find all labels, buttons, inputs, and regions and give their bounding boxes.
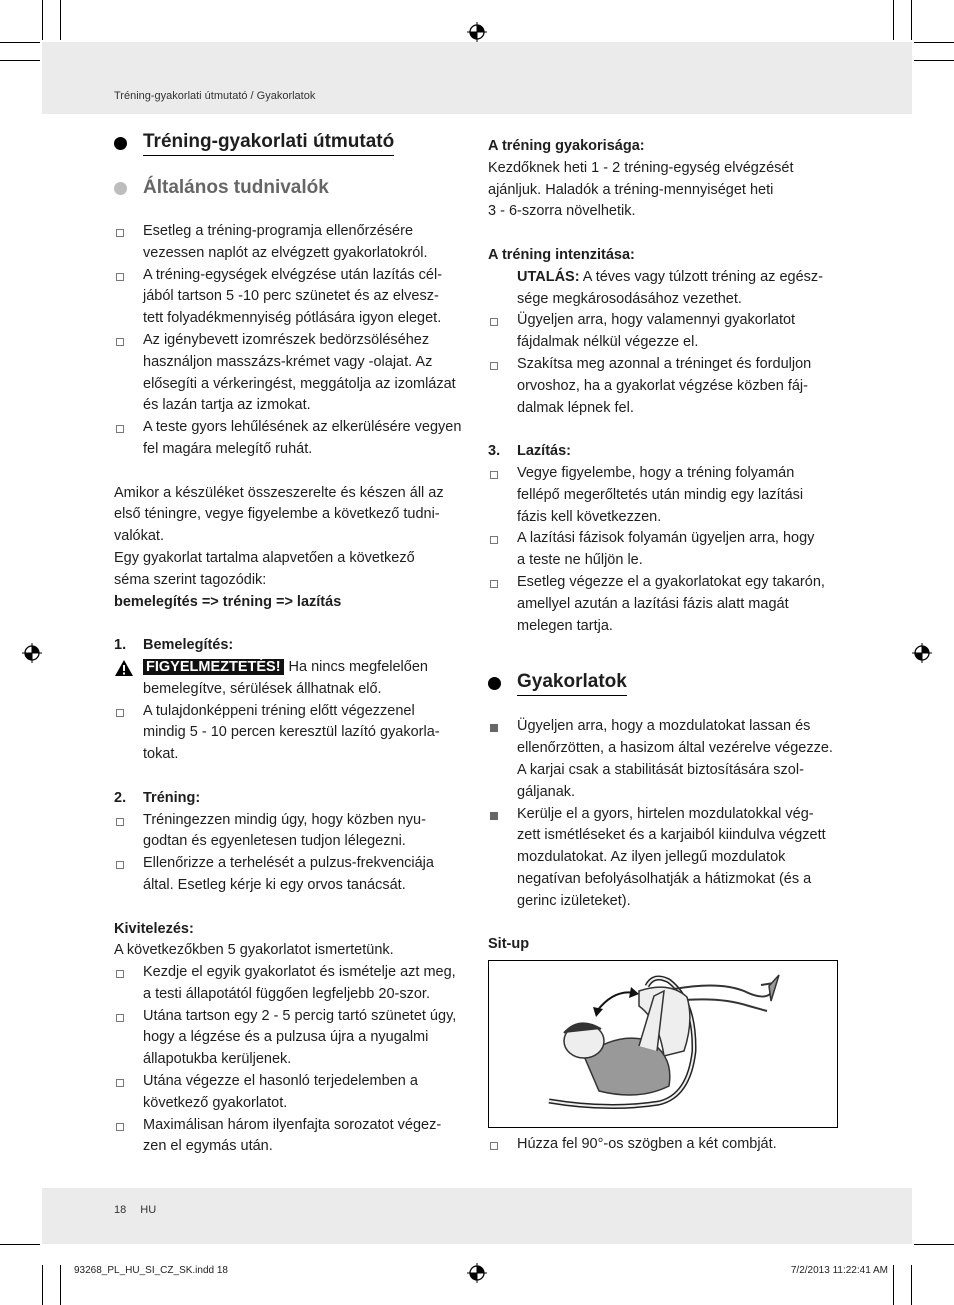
registration-mark-icon bbox=[467, 22, 487, 42]
heading-text: Gyakorlatok bbox=[517, 670, 627, 696]
language-code: HU bbox=[140, 1204, 157, 1216]
crop-mark bbox=[893, 0, 894, 40]
list-item: Kerülje el a gyors, hirtelen mozdulatokkal vég- zett ismétléseket és a karjaiból kiindulva végzett mozdulatokat. Az ilyen jellegű mozdulatok negatívan befolyásolhatják a hátizmokat (és a gerinc izületeket). bbox=[488, 804, 840, 913]
warning-row: FIGYELMEZTETÉS! Ha nincs megfelelően bbox=[114, 657, 466, 679]
situp-figure-icon bbox=[489, 961, 837, 1127]
subsection-heading: Kivitelezés: bbox=[114, 920, 194, 937]
subsection-heading: A tréning gyakorisága: bbox=[488, 138, 645, 154]
list-item: Húzza fel 90°-os szögben a két combját. bbox=[488, 1134, 840, 1156]
right-column bbox=[488, 136, 840, 1156]
paragraph: Egy gyakorlat tartalma alapvetően a következő séma szerint tagozódik: bbox=[114, 549, 415, 588]
crop-mark bbox=[911, 1265, 912, 1305]
crop-mark bbox=[914, 1244, 954, 1245]
registration-mark-icon bbox=[912, 643, 932, 663]
slug-filename: 93268_PL_HU_SI_CZ_SK.indd 18 bbox=[74, 1265, 228, 1276]
subsection-heading: 2. Tréning: bbox=[114, 789, 201, 806]
footer-band bbox=[42, 1188, 912, 1244]
list-item: Vegye figyelembe, hogy a tréning folyamán fellépő megerőltetés után mindig egy lazítási fázis kell következzen. bbox=[488, 463, 840, 528]
header-band bbox=[42, 42, 912, 114]
crop-mark bbox=[60, 1265, 61, 1305]
crop-mark bbox=[0, 1244, 40, 1245]
section-heading bbox=[114, 130, 466, 156]
list-item: Az igénybevett izomrészek bedörzsöléséhez használjon masszázs-krémet vagy -olajat. Az elősegíti a vérkeringést, meggátolja az izomlázat és lazán tartja az izmokat. bbox=[114, 330, 466, 417]
crop-mark bbox=[893, 1265, 894, 1305]
list-item: A tréning-egységek elvégzése után lazítás cél- jából tartson 5 -10 perc szünetet és az elvesz- tett folyadékmennyiség pótlására igyon eleget. bbox=[114, 265, 466, 330]
warning-triangle-icon bbox=[114, 659, 134, 677]
paragraph: Kezdőknek heti 1 - 2 tréning-egység elvégzését ajánljuk. Haladók a tréning-mennyiséget heti 3 - 6-szorra növelhetik. bbox=[488, 159, 794, 220]
list-item: Esetleg végezze el a gyakorlatokat egy takarón, amellyel azután a lazítási fázis alatt magát melegen tartja. bbox=[488, 572, 840, 637]
list-item: Kezdje el egyik gyakorlatot és ismételje azt meg, a testi állapotától függően legfeljebb 20-szor. bbox=[114, 962, 466, 1006]
list-item: Utána végezze el hasonló terjedelemben a következő gyakorlatot. bbox=[114, 1071, 466, 1115]
crop-mark bbox=[914, 42, 954, 43]
note: UTALÁS: A téves vagy túlzott tréning az egész- bbox=[517, 268, 823, 285]
breadcrumb: Tréning-gyakorlati útmutató / Gyakorlatok bbox=[114, 90, 316, 102]
list-item: Utána tartson egy 2 - 5 percig tartó szünetet úgy, hogy a légzése és a pulzusa újra a nyugalmi állapotukba kerüljenek. bbox=[114, 1006, 466, 1071]
section-heading bbox=[114, 176, 466, 200]
subsection-heading: A tréning intenzitása: bbox=[488, 246, 635, 263]
list-item: Ügyeljen arra, hogy valamennyi gyakorlatot fájdalmak nélkül végezze el. bbox=[488, 310, 840, 354]
page-footer bbox=[114, 1204, 170, 1216]
slug-date: 7/2/2013 11:22:41 AM bbox=[790, 1265, 888, 1276]
bullet-dot-icon bbox=[488, 677, 501, 690]
warning-label: FIGYELMEZTETÉS! bbox=[143, 659, 284, 675]
scheme-text: bemelegítés => tréning => lazítás bbox=[114, 593, 342, 610]
left-column bbox=[114, 130, 466, 1158]
bullet-dot-icon bbox=[114, 182, 127, 195]
section-heading bbox=[488, 670, 840, 696]
list-item: A lazítási fázisok folyamán ügyeljen arra, hogy a teste ne hűljön le. bbox=[488, 528, 840, 572]
page-number: 18 bbox=[114, 1204, 127, 1216]
paragraph: A következőkben 5 gyakorlatot ismertetünk. bbox=[114, 942, 394, 959]
bullet-dot-icon bbox=[114, 137, 127, 150]
list-item: A tulajdonképpeni tréning előtt végezzenel mindig 5 - 10 percen keresztül lazító gyakorla- tokat. bbox=[114, 701, 466, 766]
crop-mark bbox=[42, 0, 43, 40]
list-item: Esetleg a tréning-programja ellenőrzésére vezessen naplót az elvégzett gyakorlatokról. bbox=[114, 221, 466, 265]
list-item: Ügyeljen arra, hogy a mozdulatokat lassan és ellenőrzötten, a hasizom által vezérelve végezze. A karjai csak a stabilitását biztosítására szol- gáljanak. bbox=[488, 716, 840, 803]
subsection-heading: Sit-up bbox=[488, 936, 530, 953]
crop-mark bbox=[0, 60, 40, 61]
heading-text: Általános tudnivalók bbox=[143, 177, 329, 198]
crop-mark bbox=[0, 42, 40, 43]
subsection-heading: 1. Bemelegítés: bbox=[114, 637, 234, 654]
heading-text: Tréning-gyakorlati útmutató bbox=[143, 130, 394, 156]
list-item: Szakítsa meg azonnal a tréninget és forduljon orvoshoz, ha a gyakorlat végzése közben fáj- dalmak lépnek fel. bbox=[488, 354, 840, 419]
list-item: Tréningezzen mindig úgy, hogy közben nyu- godtan és egyenletesen tudjon lélegezni. bbox=[114, 810, 466, 854]
crop-mark bbox=[60, 0, 61, 40]
crop-mark bbox=[911, 0, 912, 40]
subsection-heading: 3. Lazítás: bbox=[488, 443, 571, 460]
paragraph: Amikor a készüléket összeszerelte és készen áll az első téningre, vegye figyelembe a következő tudni- valókat. bbox=[114, 484, 444, 545]
list-item: A teste gyors lehűlésének az elkerülésére vegyen fel magára melegítő ruhát. bbox=[114, 417, 466, 461]
registration-mark-icon bbox=[467, 1263, 487, 1283]
crop-mark bbox=[914, 60, 954, 61]
registration-mark-icon bbox=[22, 643, 42, 663]
note-text: sége megkárosodásához vezethet. bbox=[517, 290, 742, 307]
warning-text: bemelegítve, sérülések állhatnak elő. bbox=[143, 680, 382, 697]
list-item: Maximálisan három ilyenfajta sorozatot végez- zen el egymás után. bbox=[114, 1115, 466, 1159]
list-item: Ellenőrizze a terhelését a pulzus-frekvenciája által. Esetleg kérje ki egy orvos tanácsát. bbox=[114, 853, 466, 897]
crop-mark bbox=[42, 1265, 43, 1305]
situp-illustration bbox=[488, 960, 838, 1128]
